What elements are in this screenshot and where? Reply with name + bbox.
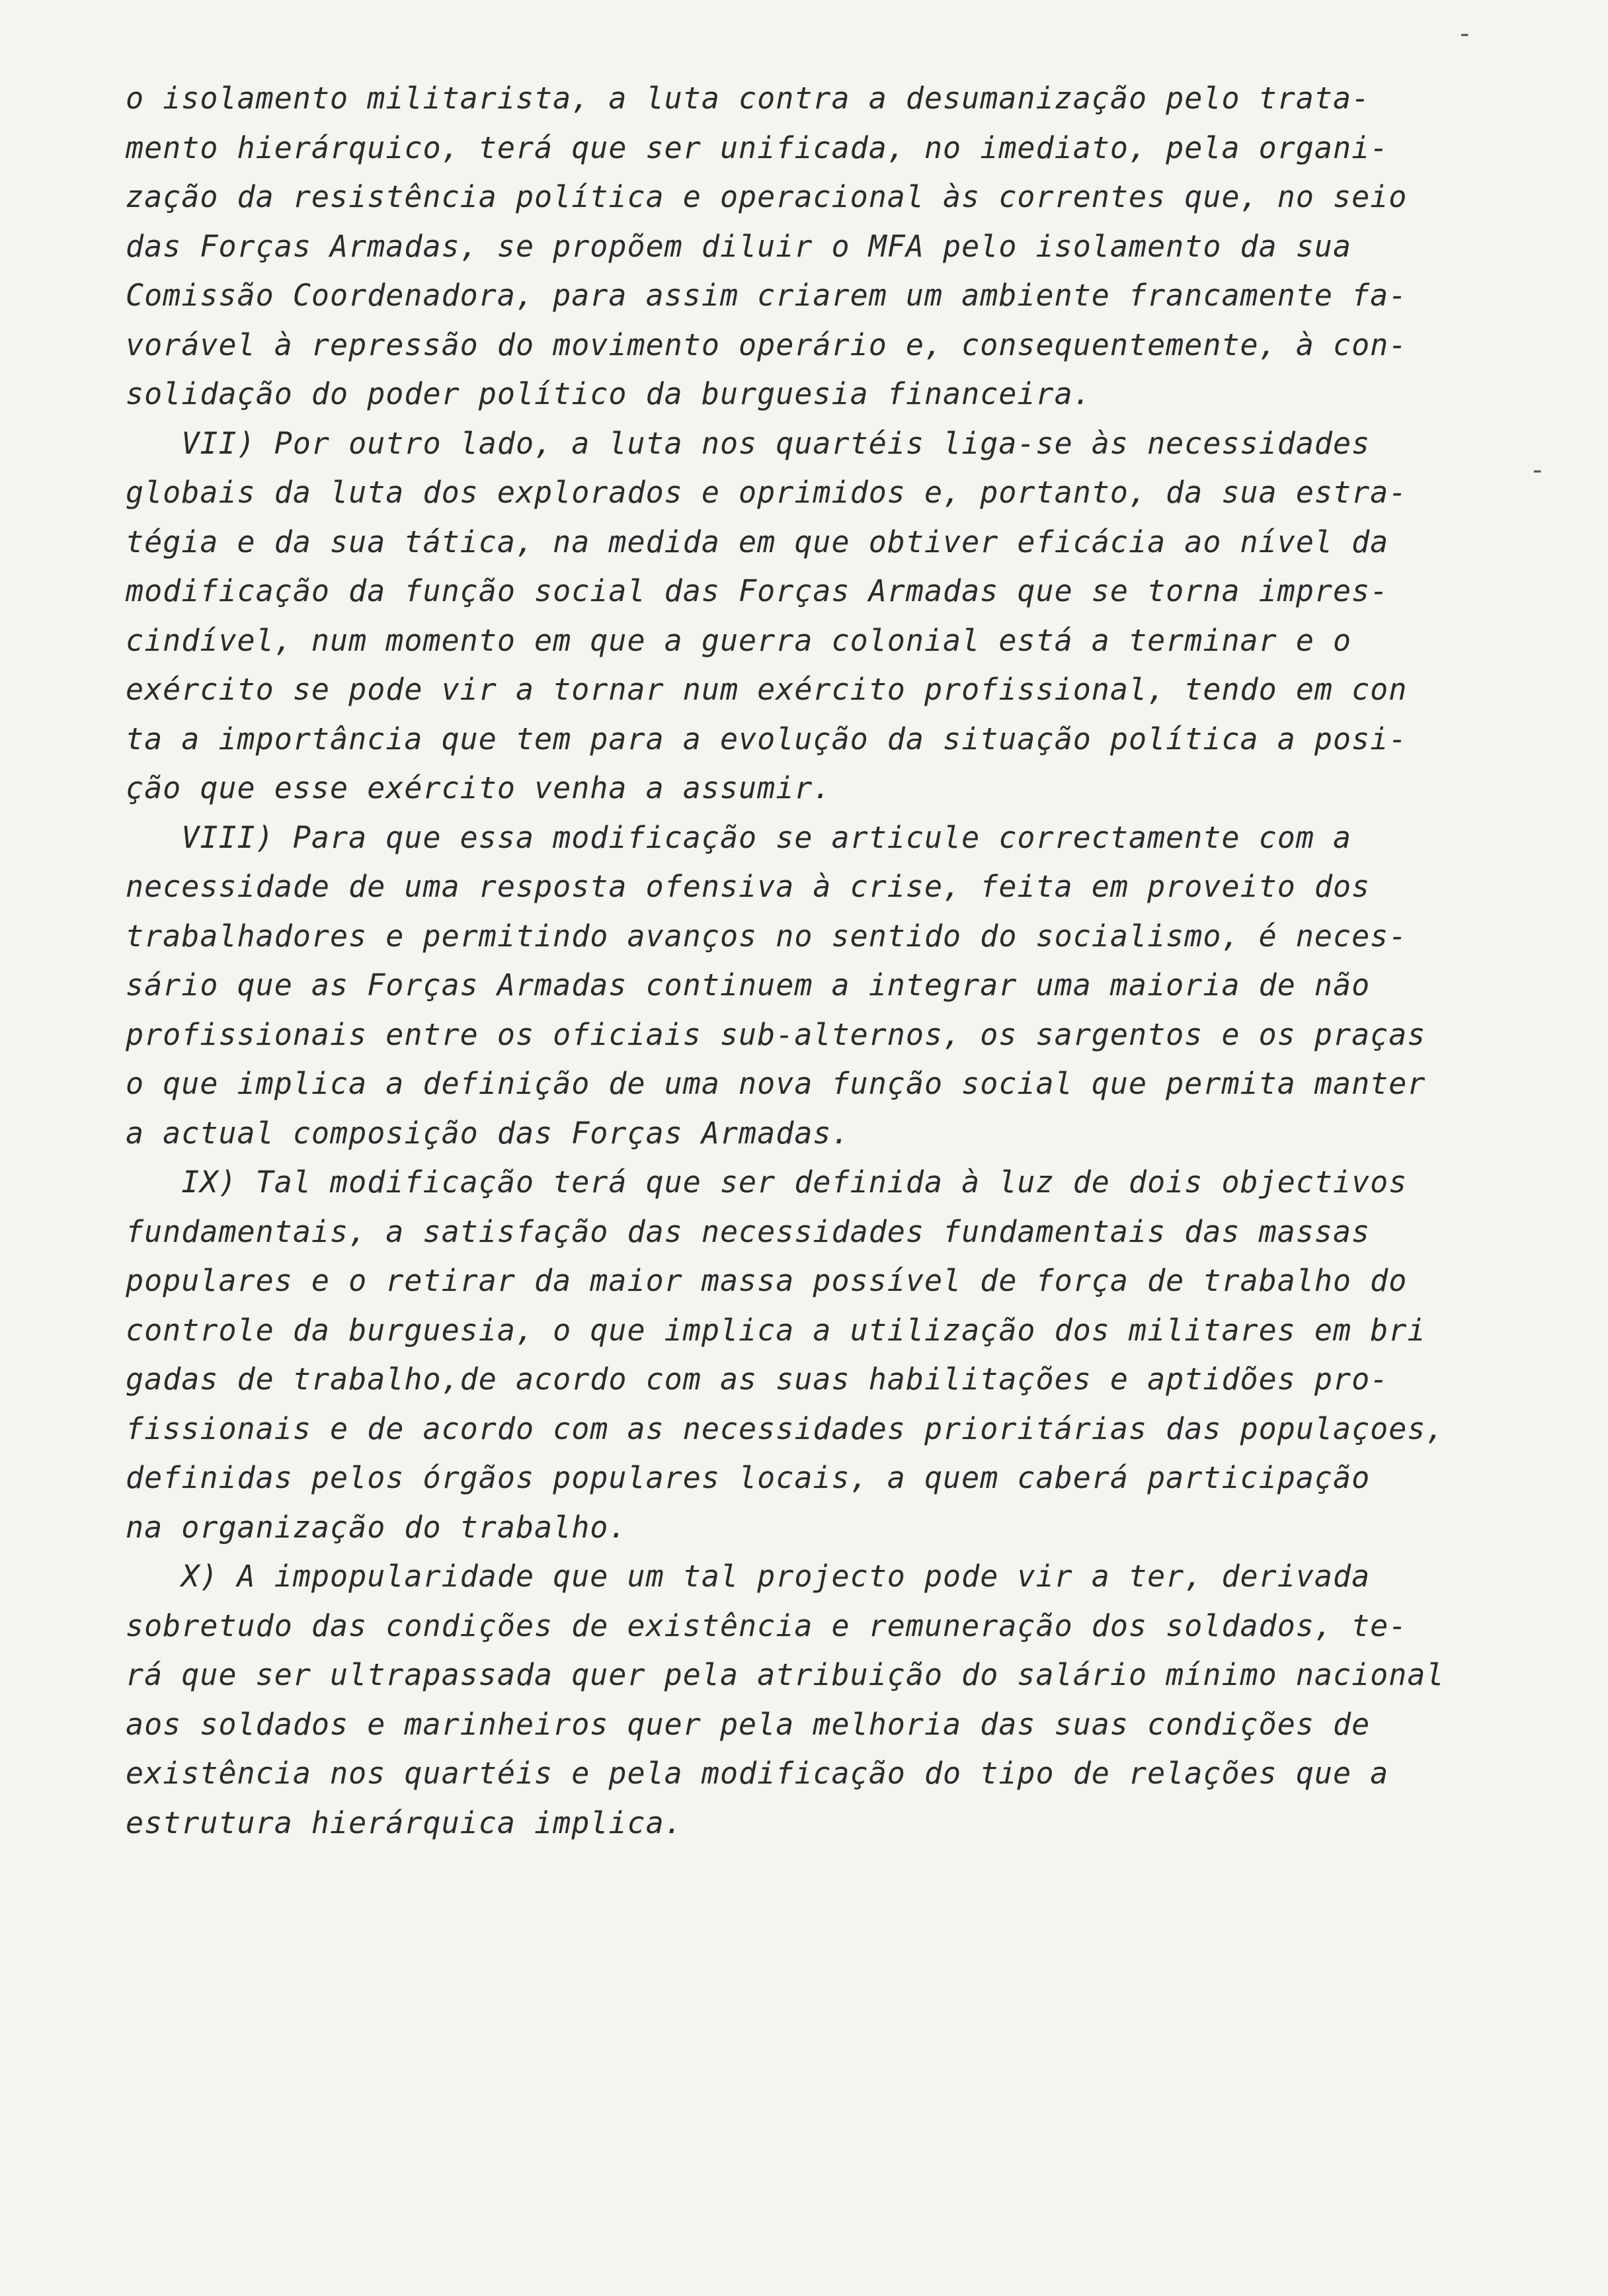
text-line: ção que esse exército venha a assumir.	[126, 770, 832, 805]
text-line: sobretudo das condições de existência e remuneração dos soldados, te-	[126, 1608, 1408, 1643]
margin-mark: -	[1460, 19, 1470, 49]
text-line: fundamentais, a satisfação das necessidades fundamentais das massas	[126, 1213, 1371, 1249]
text-line: o isolamento militarista, a luta contra a desumanização pelo trata-	[126, 81, 1371, 116]
text-line: exército se pode vir a tornar num exército profissional, tendo em con	[126, 672, 1408, 707]
paragraph-viii-start: VIII) Para que essa modificação se articule correctamente com a	[126, 819, 1352, 855]
text-line: ta a importância que tem para a evolução da situação política a posi-	[126, 721, 1408, 757]
text-line: fissionais e de acordo com as necessidades prioritárias das populaçoes,	[126, 1411, 1445, 1446]
paragraph-vii-start: VII) Por outro lado, a luta nos quartéis liga-se às necessidades	[126, 425, 1371, 461]
text-line: trabalhadores e permitindo avanços no sentido do socialismo, é neces-	[126, 918, 1408, 954]
text-line: Comissão Coordenadora, para assim criarem um ambiente francamente fa-	[126, 278, 1408, 313]
text-line: sário que as Forças Armadas continuem a integrar uma maioria de não	[126, 967, 1371, 1003]
text-line: aos soldados e marinheiros quer pela melhoria das suas condições de	[126, 1706, 1371, 1742]
text-line: vorável à repressão do movimento operário e, consequentemente, à con-	[126, 327, 1408, 362]
text-line: modificação da função social das Forças Armadas que se torna impres-	[126, 573, 1389, 608]
text-line: controle da burguesia, o que implica a utilização dos militares em bri	[126, 1312, 1426, 1348]
text-line: rá que ser ultrapassada quer pela atribuição do salário mínimo nacional	[126, 1657, 1445, 1692]
text-line: mento hierárquico, terá que ser unificada, no imediato, pela organi-	[126, 130, 1389, 165]
text-line: definidas pelos órgãos populares locais, a quem caberá participação	[126, 1460, 1371, 1495]
text-line: profissionais entre os oficiais sub-alternos, os sargentos e os praças	[126, 1016, 1426, 1052]
document-body	[126, 74, 1521, 1848]
paragraph-ix-start: IX) Tal modificação terá que ser definida à luz de dois objectivos	[126, 1165, 1408, 1200]
text-line: zação da resistência política e operacional às correntes que, no seio	[126, 179, 1408, 214]
text-line: das Forças Armadas, se propõem diluir o MFA pelo isolamento da sua	[126, 228, 1352, 264]
margin-mark: -	[1533, 455, 1543, 485]
text-line: solidação do poder político da burguesia financeira.	[126, 376, 1092, 411]
text-line: tégia e da sua tática, na medida em que obtiver eficácia ao nível da	[126, 524, 1389, 559]
text-line: cindível, num momento em que a guerra colonial está a terminar e o	[126, 622, 1352, 658]
text-line: na organização do trabalho.	[126, 1509, 627, 1545]
text-line: estrutura hierárquica implica.	[126, 1805, 683, 1840]
text-line: populares e o retirar da maior massa possível de força de trabalho do	[126, 1263, 1408, 1298]
text-line: a actual composição das Forças Armadas.	[126, 1115, 850, 1151]
text-line: o que implica a definição de uma nova função social que permita manter	[126, 1066, 1426, 1101]
paragraph-x-start: X) A impopularidade que um tal projecto pode vir a ter, derivada	[126, 1559, 1371, 1594]
text-line: globais da luta dos explorados e oprimidos e, portanto, da sua estra-	[126, 475, 1408, 510]
text-line: gadas de trabalho,de acordo com as suas habilitações e aptidões pro-	[126, 1362, 1389, 1397]
text-line: necessidade de uma resposta ofensiva à crise, feita em proveito dos	[126, 869, 1371, 904]
text-line: existência nos quartéis e pela modificação do tipo de relações que a	[126, 1756, 1389, 1791]
